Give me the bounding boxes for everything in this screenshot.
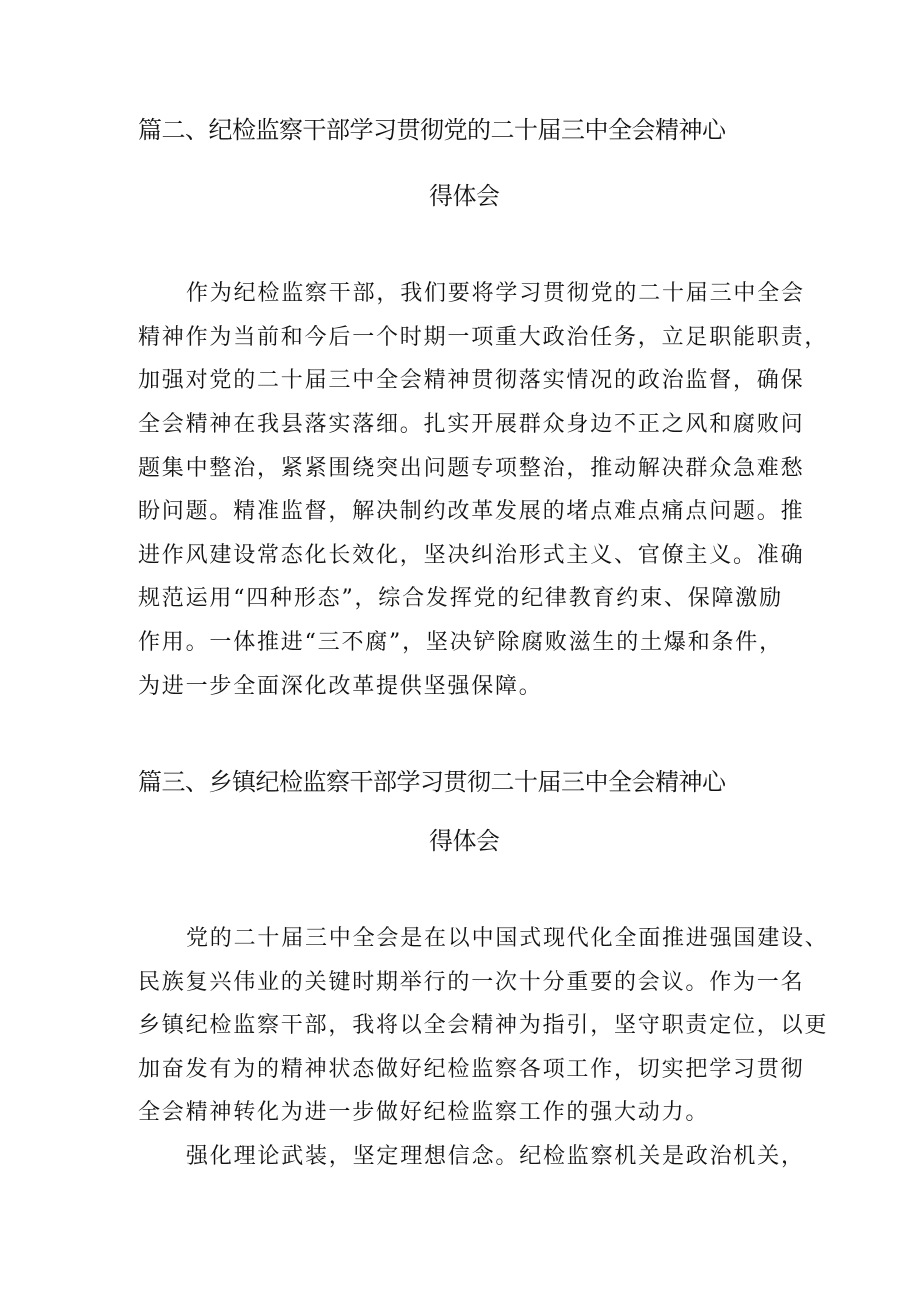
paragraph-line: 为进一步全面深化改革提供坚强保障。 bbox=[138, 674, 543, 699]
paragraph-line: 全会精神转化为进一步做好纪检监察工作的强大动力。 bbox=[138, 1100, 710, 1125]
paragraph-line: 党的二十届三中全会是在以中国式现代化全面推进强国建设、 bbox=[186, 926, 829, 951]
paragraph-line: 全会精神在我县落实落细。扎实开展群众身边不正之风和腐败问 bbox=[138, 412, 805, 437]
section3-title: 篇三、乡镇纪检监察干部学习贯彻二十届三中全会精神心 bbox=[138, 768, 726, 796]
paragraph-line: 强化理论武装，坚定理想信念。纪检监察机关是政治机关， bbox=[186, 1144, 805, 1169]
paragraph-line: 规范运用“四种形态”，综合发挥党的纪律教育约束、保障激励 bbox=[138, 586, 783, 611]
paragraph-line: 加奋发有为的精神状态做好纪检监察各项工作，切实把学习贯彻 bbox=[138, 1057, 805, 1082]
paragraph-line: 加强对党的二十届三中全会精神贯彻落实情况的政治监督，确保 bbox=[138, 368, 805, 393]
paragraph-line: 精神作为当前和今后一个时期一项重大政治任务，立足职能职责， bbox=[138, 325, 829, 350]
paragraph-line: 题集中整治，紧紧围绕突出问题专项整治，推动解决群众急难愁 bbox=[138, 456, 805, 481]
paragraph-line: 民族复兴伟业的关键时期举行的一次十分重要的会议。作为一名 bbox=[138, 970, 805, 995]
paragraph-line: 盼问题。精准监督，解决制约改革发展的堵点难点痛点问题。推 bbox=[138, 499, 805, 524]
paragraph-line: 乡镇纪检监察干部，我将以全会精神为指引，坚守职责定位，以更 bbox=[138, 1013, 829, 1038]
section2-title-continued: 得体会 bbox=[429, 182, 500, 210]
paragraph-line: 作为纪检监察干部，我们要将学习贯彻党的二十届三中全会 bbox=[186, 281, 805, 306]
section3-title-continued: 得体会 bbox=[429, 827, 500, 855]
section2-title: 篇二、纪检监察干部学习贯彻党的二十届三中全会精神心 bbox=[138, 116, 726, 144]
paragraph-line: 进作风建设常态化长效化，坚决纠治形式主义、官僚主义。准确 bbox=[138, 543, 805, 568]
paragraph-line: 作用。一体推进“三不腐”，坚决铲除腐败滋生的土爆和条件， bbox=[138, 630, 783, 655]
